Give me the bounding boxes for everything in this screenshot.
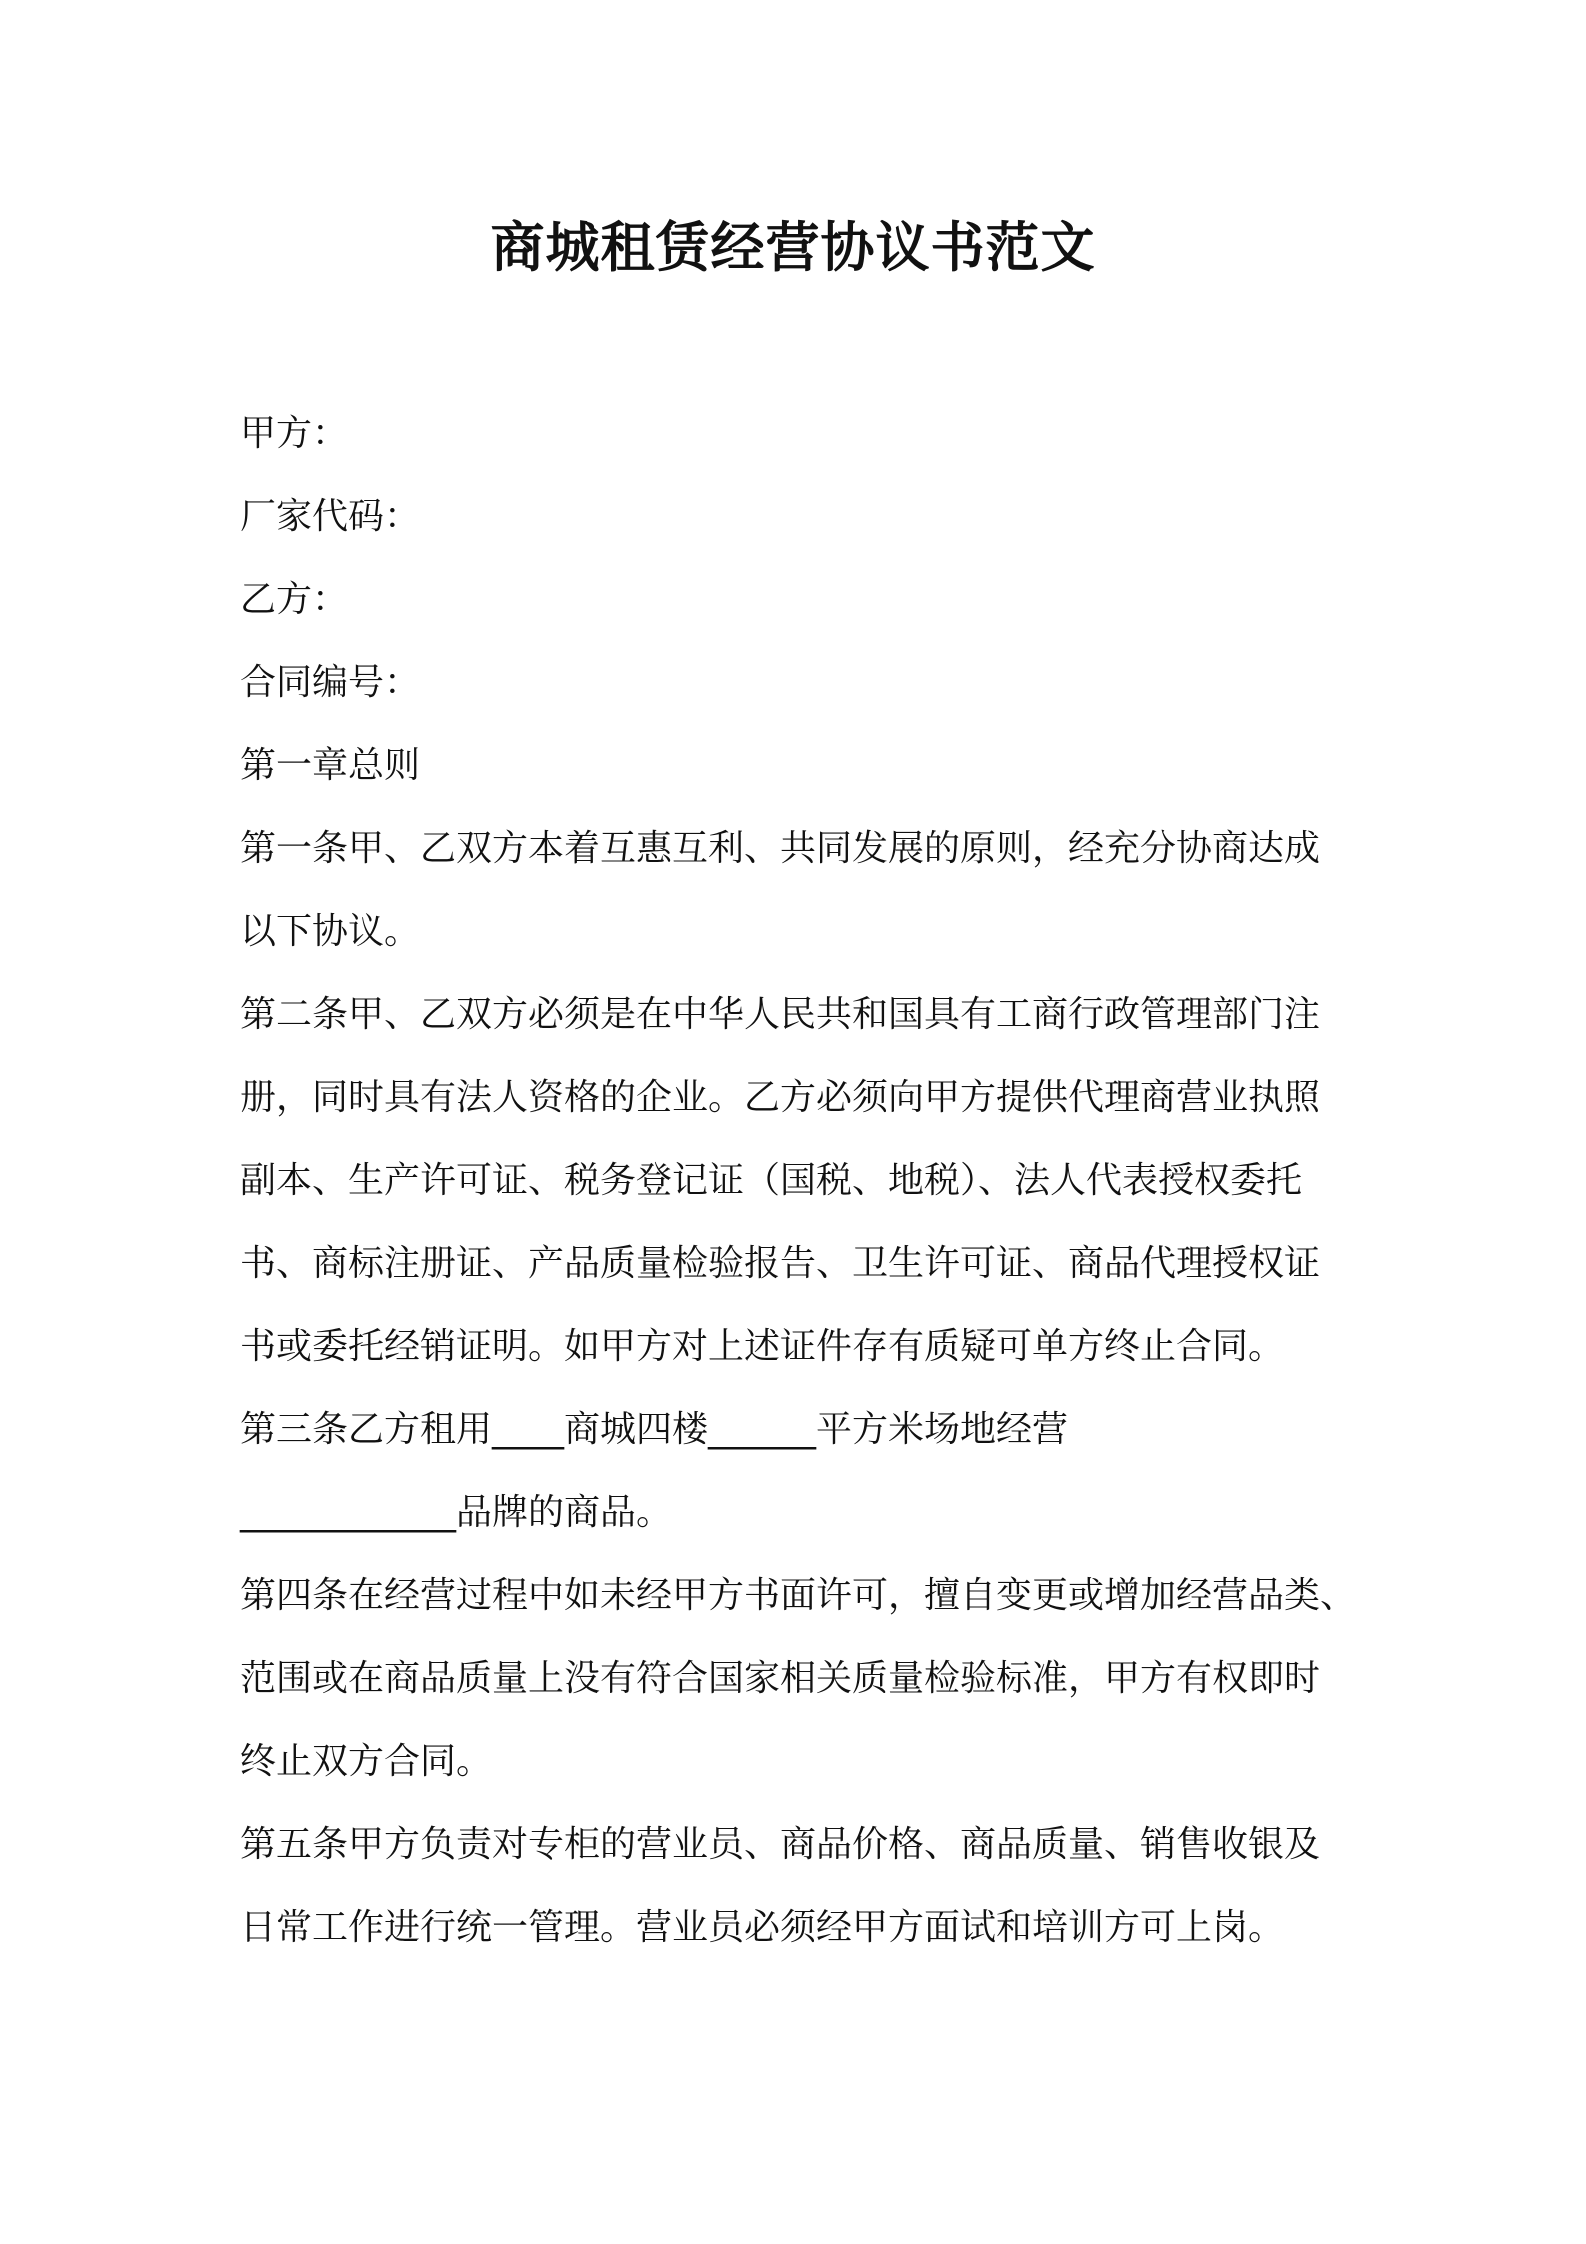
article-1-line-1: 第一条甲、乙双方本着互惠互利、共同发展的原则，经充分协商达成	[240, 828, 1321, 869]
contract-number-line: 合同编号：	[240, 662, 421, 703]
article-4-line-3: 终止双方合同。	[240, 1741, 493, 1782]
article-4-line-1: 第四条在经营过程中如未经甲方书面许可，擅自变更或增加经营品类、	[240, 1575, 1357, 1616]
article-2-line-2: 册，同时具有法人资格的企业。乙方必须向甲方提供代理商营业执照	[240, 1077, 1321, 1118]
document-body	[240, 392, 1380, 1969]
article-3-line-1: 第三条乙方租用____商城四楼______平方米场地经营	[240, 1409, 1069, 1450]
article-4-line-2: 范围或在商品质量上没有符合国家相关质量检验标准，甲方有权即时	[240, 1658, 1321, 1699]
article-2-line-3: 副本、生产许可证、税务登记证（国税、地税）、法人代表授权委托	[240, 1160, 1303, 1201]
article-3-line-2: ____________品牌的商品。	[240, 1492, 673, 1533]
party-a-line: 甲方：	[240, 413, 349, 454]
article-1-line-2: 以下协议。	[240, 911, 421, 952]
chapter-heading: 第一章总则	[240, 745, 421, 786]
article-5-line-1: 第五条甲方负责对专柜的营业员、商品价格、商品质量、销售收银及	[240, 1824, 1321, 1865]
article-2-line-5: 书或委托经销证明。如甲方对上述证件存有质疑可单方终止合同。	[240, 1326, 1285, 1367]
party-b-line: 乙方：	[240, 579, 349, 620]
manufacturer-code-line: 厂家代码：	[240, 496, 421, 537]
article-2-line-4: 书、商标注册证、产品质量检验报告、卫生许可证、商品代理授权证	[240, 1243, 1321, 1284]
article-2-line-1: 第二条甲、乙双方必须是在中华人民共和国具有工商行政管理部门注	[240, 994, 1321, 1035]
article-5-line-2: 日常工作进行统一管理。营业员必须经甲方面试和培训方可上岗。	[240, 1907, 1285, 1948]
document-title: 商城租赁经营协议书范文	[490, 216, 1096, 279]
